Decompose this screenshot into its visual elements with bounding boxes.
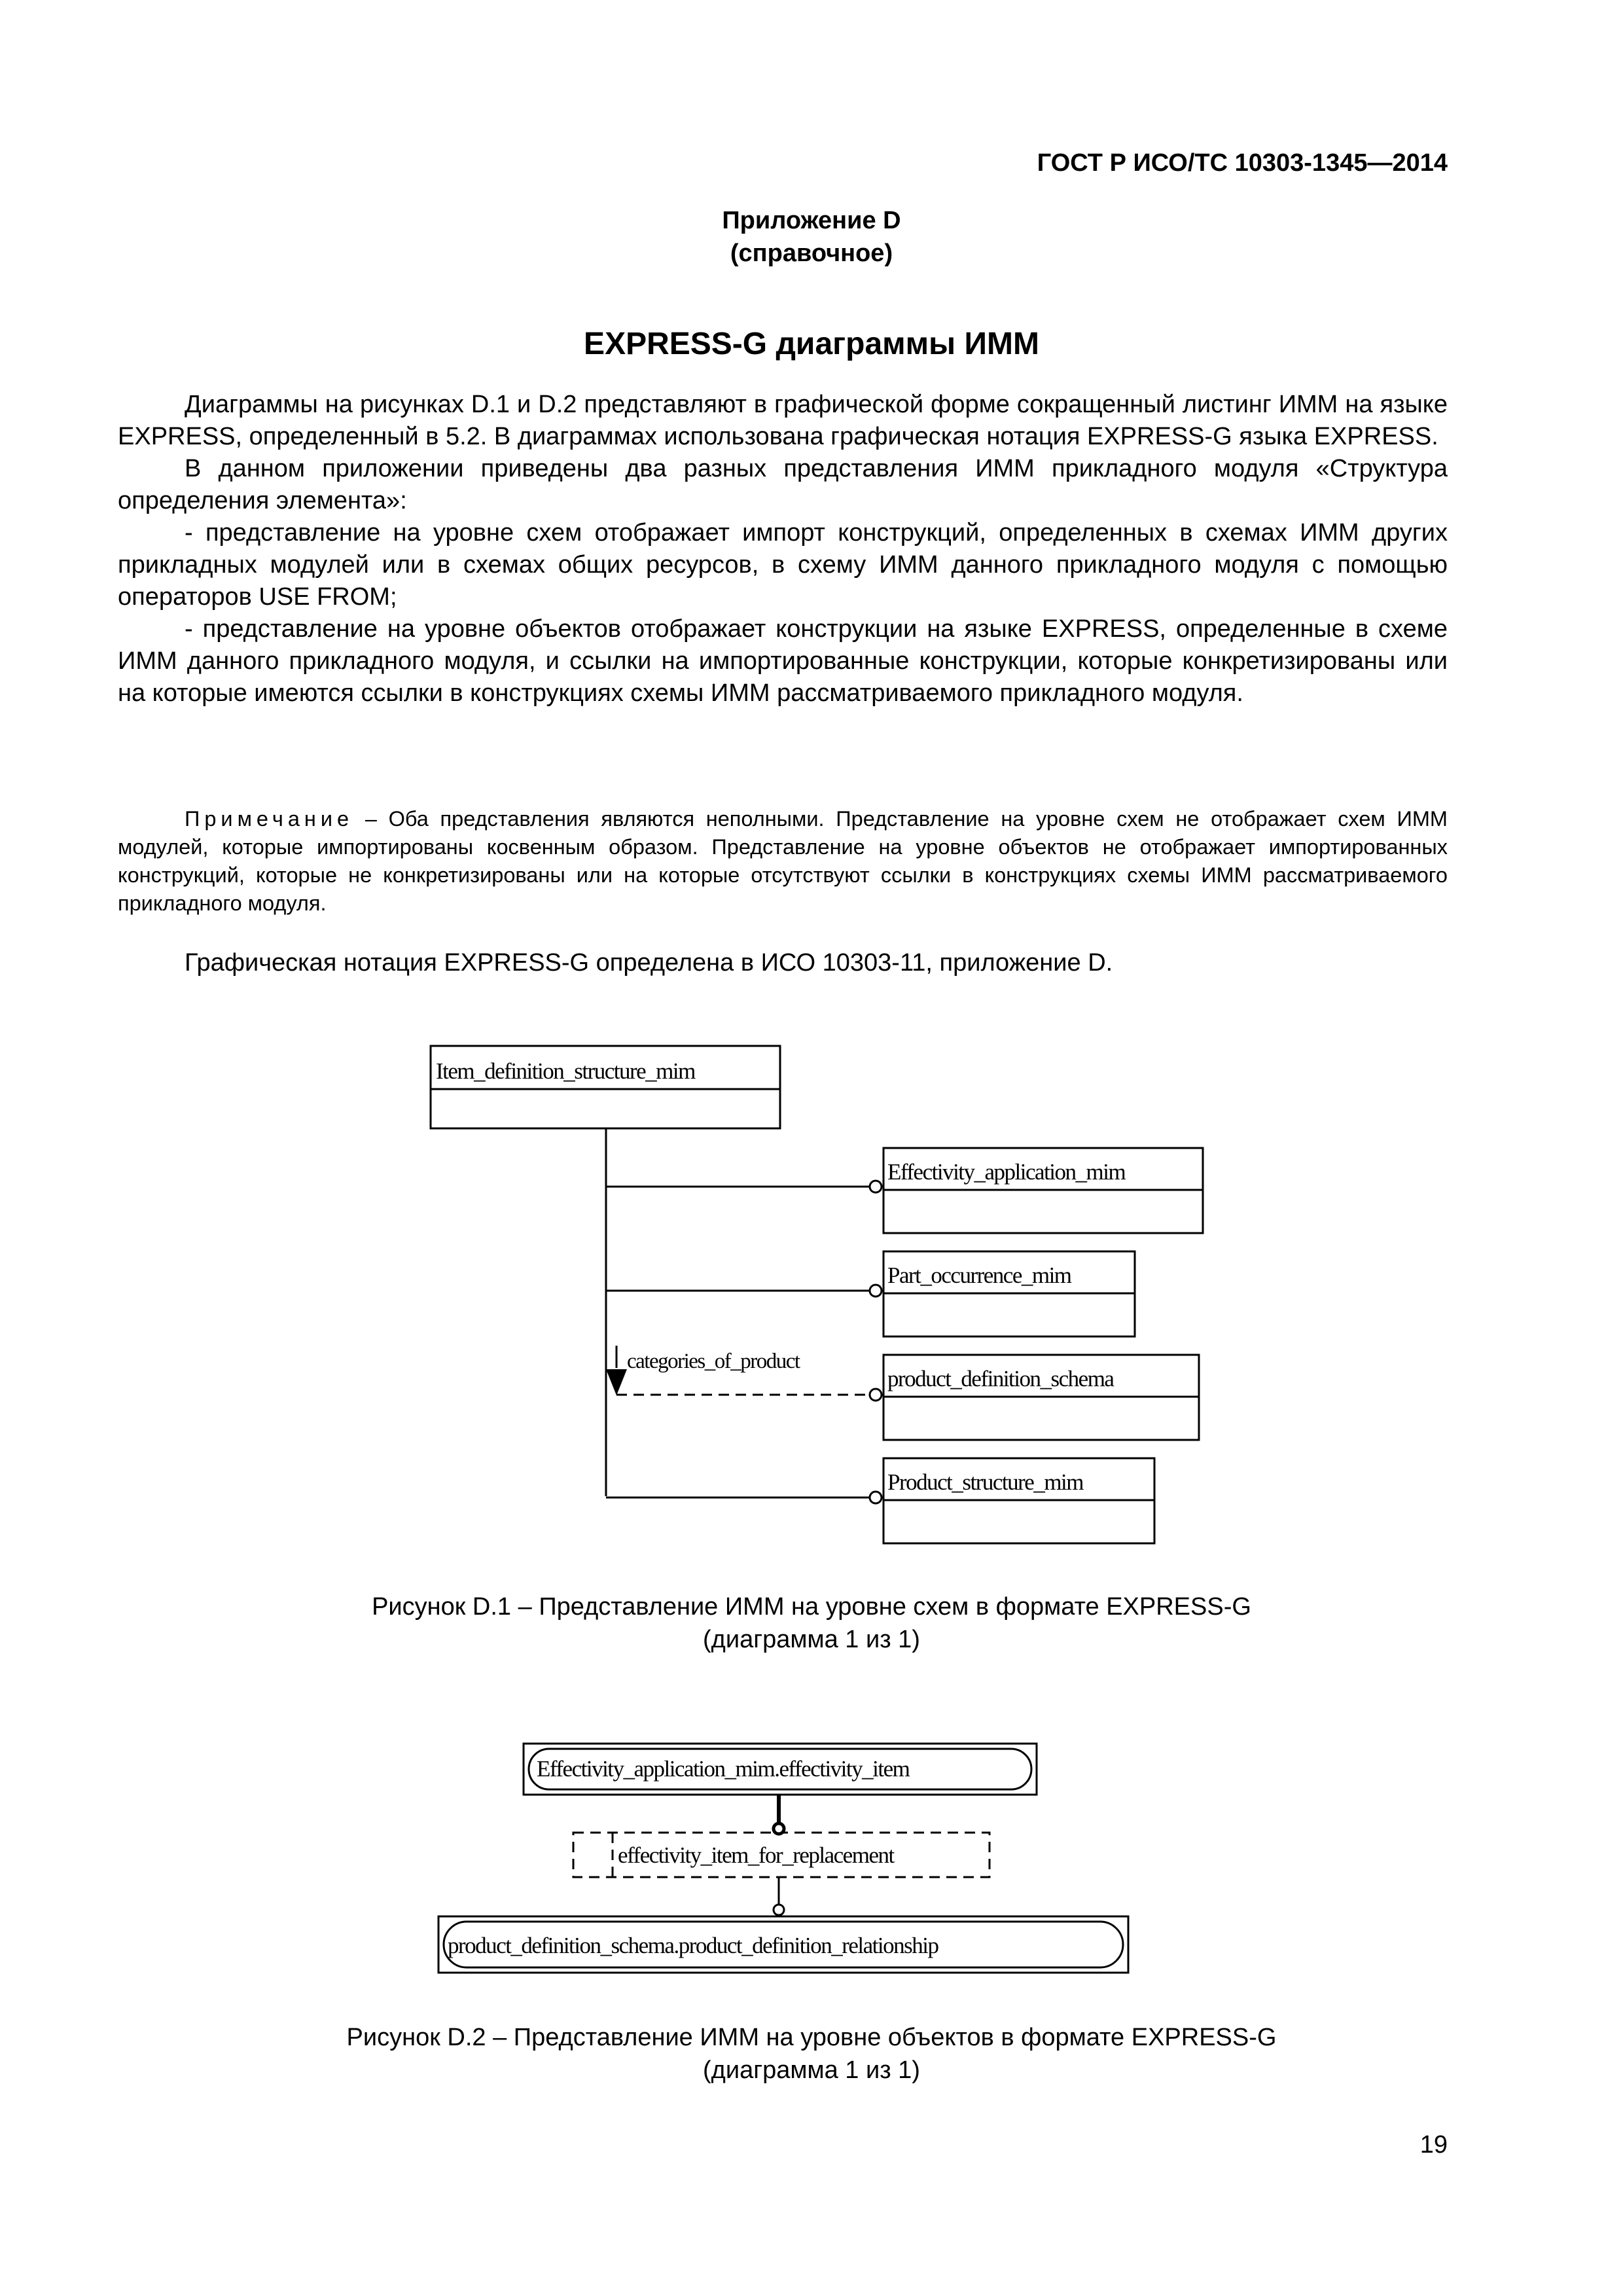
figure-d2-caption-sub: (диаграмма 1 из 1) (703, 2056, 920, 2084)
schema-label: Effectivity_application_mim (887, 1159, 1126, 1185)
type-label: effectivity_item_for_replacement (618, 1842, 894, 1868)
page-number: 19 (1419, 2131, 1448, 2159)
schema-label: Product_structure_mim (887, 1469, 1084, 1495)
note-text: – Оба представления являются неполными. Представление на уровне схем не отображает схем ИММ модулей, которые импортированы косвенным образом. Представление на уровне объектов не отображает импортированных конструкций, которые не конкретизированы или на которые отсутствуют ссылки в конструкциях схемы ИММ рассматриваемого прикладного модуля. (118, 807, 1448, 915)
entity-label: product_definition_schema.product_definition_relationship (448, 1933, 938, 1958)
schema-label: Item_definition_structure_mim (436, 1058, 695, 1084)
figure-d1-caption-sub: (диаграмма 1 из 1) (703, 1626, 920, 1653)
document-header: ГОСТ Р ИСО/ТС 10303-1345—2014 (1037, 149, 1448, 177)
paragraph: - представление на уровне схем отображает импорт конструкций, определенных в схемах ИММ других прикладных модулей или в схемах общих ресурсов, в схему ИММ данного прикладного модуля с помощью операторов USE FROM; (118, 519, 1448, 611)
schema-label: product_definition_schema (887, 1366, 1114, 1391)
annex-title: EXPRESS-G диаграммы ИММ (584, 327, 1039, 361)
annex-type: (справочное) (730, 240, 893, 267)
reference-arrow-icon (606, 1369, 627, 1395)
paragraph: - представление на уровне объектов отображает конструкции на языке EXPRESS, определенные в схеме ИММ данного прикладного модуля, и ссылки на импортированные конструкции, которые конкретизированы или на которые имеются ссылки в конструкциях схемы ИММ рассматриваемого прикладного модуля. (118, 615, 1448, 707)
figure-d1-caption: Рисунок D.1 – Представление ИММ на уровне схем в формате EXPRESS-G (372, 1593, 1251, 1621)
note-label: Примечание (185, 807, 354, 831)
reference-label: categories_of_product (627, 1350, 800, 1373)
paragraph: Диаграммы на рисунках D.1 и D.2 представляют в графической форме сокращенный листинг ИММ на языке EXPRESS, определенный в 5.2. В диаграммах использована графическая нотация EXPRESS-G языка EXPRESS. (118, 391, 1448, 450)
entity-label: Effectivity_application_mim.effectivity_item (537, 1756, 910, 1782)
notation-reference: Графическая нотация EXPRESS-G определена в ИСО 10303-11, приложение D. (185, 949, 1113, 977)
paragraph: В данном приложении приведены два разных представления ИММ прикладного модуля «Структура определения элемента»: (118, 455, 1448, 514)
figure-d2-caption: Рисунок D.2 – Представление ИММ на уровне объектов в формате EXPRESS-G (346, 2024, 1277, 2051)
schema-label: Part_occurrence_mim (887, 1263, 1071, 1288)
annex-label: Приложение D (722, 207, 901, 234)
